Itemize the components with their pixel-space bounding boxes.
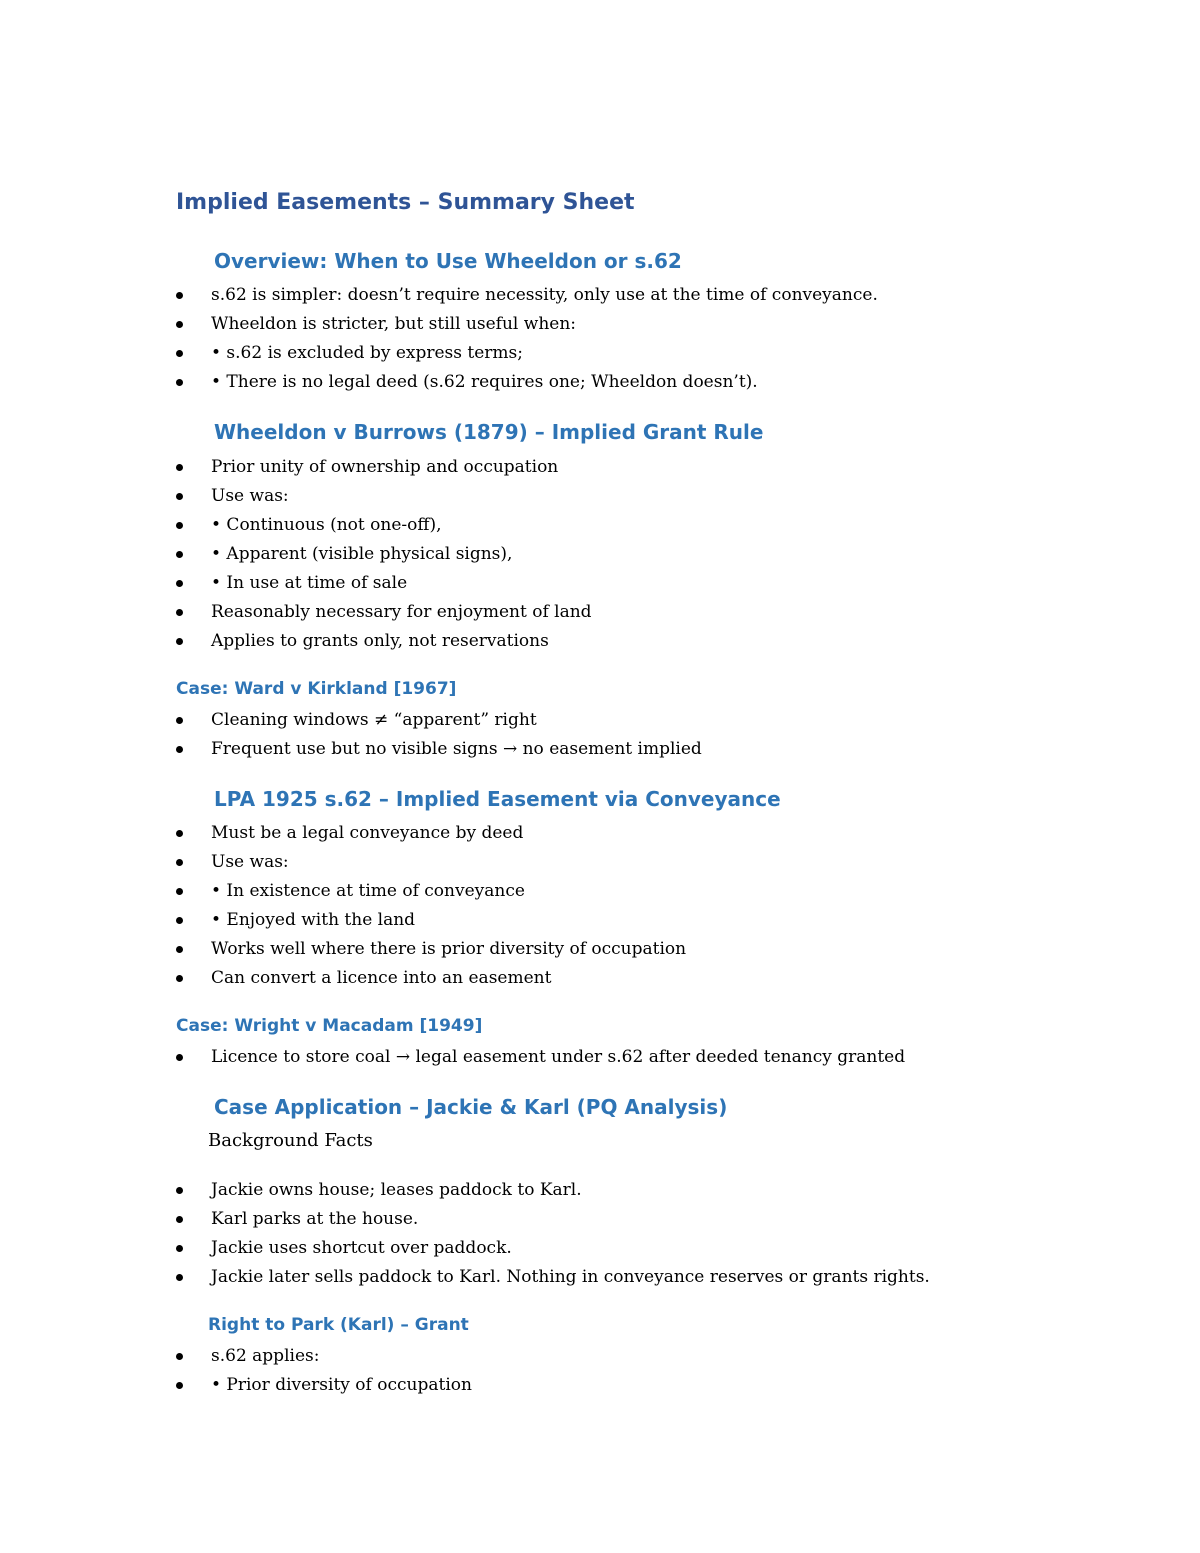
- bullet-icon: [176, 638, 183, 645]
- bullet-icon: [176, 522, 183, 529]
- bullet-icon: [176, 580, 183, 587]
- list-item: Jackie later sells paddock to Karl. Nothing in conveyance reserves or grants rights.: [0, 1263, 930, 1292]
- list-item: Reasonably necessary for enjoyment of land: [0, 598, 592, 627]
- lpa-heading: LPA 1925 s.62 – Implied Easement via Conveyance: [214, 787, 781, 811]
- list-item: • s.62 is excluded by express terms;: [0, 339, 878, 368]
- list-item: • There is no legal deed (s.62 requires one; Wheeldon doesn’t).: [0, 368, 878, 397]
- bullet-icon: [176, 1054, 183, 1061]
- bullet-icon: [176, 746, 183, 753]
- wheeldon-list: [0, 453, 592, 656]
- application-list: [0, 1176, 930, 1292]
- list-item: Use was:: [0, 482, 592, 511]
- bullet-icon: [176, 551, 183, 558]
- list-item: Must be a legal conveyance by deed: [0, 819, 686, 848]
- bullet-icon: [176, 975, 183, 982]
- bullet-icon: [176, 350, 183, 357]
- bullet-icon: [176, 859, 183, 866]
- list-item: Cleaning windows ≠ “apparent” right: [0, 706, 702, 735]
- bullet-icon: [176, 609, 183, 616]
- list-item: • Continuous (not one-off),: [0, 511, 592, 540]
- ward-case-heading: Case: Ward v Kirkland [1967]: [176, 679, 457, 699]
- right-to-park-heading: Right to Park (Karl) – Grant: [208, 1315, 469, 1335]
- ward-case-list: [0, 706, 702, 764]
- list-item: • In use at time of sale: [0, 569, 592, 598]
- list-item: Jackie uses shortcut over paddock.: [0, 1234, 930, 1263]
- list-item: • Prior diversity of occupation: [0, 1371, 472, 1400]
- bullet-icon: [176, 1187, 183, 1194]
- bullet-icon: [176, 292, 183, 299]
- list-item: Wheeldon is stricter, but still useful when:: [0, 310, 878, 339]
- list-item: Prior unity of ownership and occupation: [0, 453, 592, 482]
- bullet-icon: [176, 493, 183, 500]
- wright-case-heading: Case: Wright v Macadam [1949]: [176, 1016, 483, 1036]
- list-item: Frequent use but no visible signs → no easement implied: [0, 735, 702, 764]
- bullet-icon: [176, 1216, 183, 1223]
- list-item: Can convert a licence into an easement: [0, 964, 686, 993]
- bullet-icon: [176, 717, 183, 724]
- list-item: s.62 applies:: [0, 1342, 472, 1371]
- list-item: Use was:: [0, 848, 686, 877]
- list-item: • In existence at time of conveyance: [0, 877, 686, 906]
- bullet-icon: [176, 917, 183, 924]
- bullet-icon: [176, 1274, 183, 1281]
- list-item: Applies to grants only, not reservations: [0, 627, 592, 656]
- bullet-icon: [176, 379, 183, 386]
- lpa-list: [0, 819, 686, 993]
- bullet-icon: [176, 830, 183, 837]
- list-item: s.62 is simpler: doesn’t require necessity, only use at the time of conveyance.: [0, 281, 878, 310]
- list-item: Works well where there is prior diversity of occupation: [0, 935, 686, 964]
- bullet-icon: [176, 1245, 183, 1252]
- wheeldon-heading: Wheeldon v Burrows (1879) – Implied Grant Rule: [214, 420, 764, 444]
- bullet-icon: [176, 321, 183, 328]
- bullet-icon: [176, 1353, 183, 1360]
- page-title: Implied Easements – Summary Sheet: [176, 190, 635, 215]
- list-item: • Apparent (visible physical signs),: [0, 540, 592, 569]
- list-item: Jackie owns house; leases paddock to Karl.: [0, 1176, 930, 1205]
- list-item: • Enjoyed with the land: [0, 906, 686, 935]
- overview-list: [0, 281, 878, 397]
- list-item: Karl parks at the house.: [0, 1205, 930, 1234]
- bullet-icon: [176, 464, 183, 471]
- bullet-icon: [176, 888, 183, 895]
- bullet-icon: [176, 1382, 183, 1389]
- list-item: Licence to store coal → legal easement under s.62 after deeded tenancy granted: [0, 1043, 905, 1072]
- overview-heading: Overview: When to Use Wheeldon or s.62: [214, 249, 682, 273]
- right-to-park-list: [0, 1342, 472, 1400]
- bullet-icon: [176, 946, 183, 953]
- background-facts-label: Background Facts: [208, 1130, 373, 1151]
- wright-case-list: [0, 1043, 905, 1072]
- application-heading: Case Application – Jackie & Karl (PQ Analysis): [214, 1095, 728, 1119]
